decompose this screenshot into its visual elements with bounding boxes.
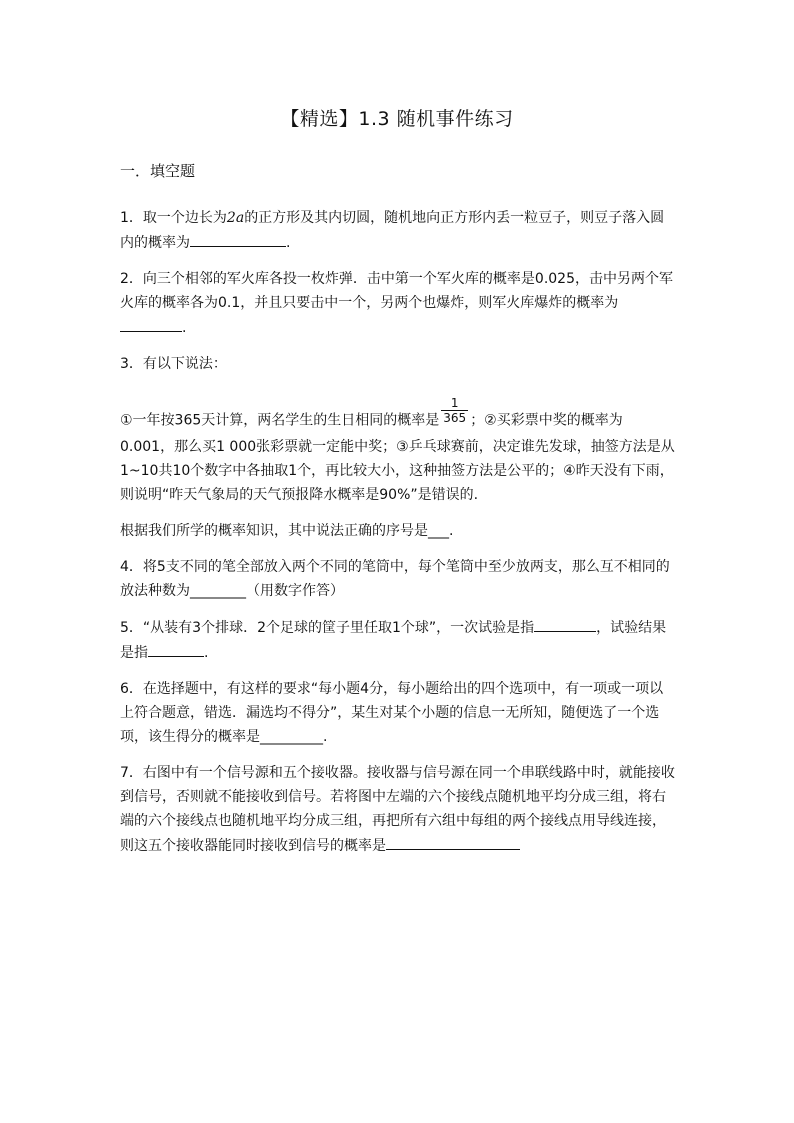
question-7 [120, 761, 676, 858]
question-1 [120, 206, 676, 255]
fraction-denominator: 365 [443, 411, 467, 425]
question-4: 4．将5支不同的笔全部放入两个不同的笔筒中，每个笔筒中至少放两支，那么互不相同的放法种数为________（用数字作答） [120, 559, 670, 599]
fraction [441, 396, 468, 425]
question-5-end: . [204, 645, 209, 661]
question-list [120, 206, 676, 870]
answer-blank[interactable] [534, 615, 596, 632]
question-2 [120, 267, 676, 340]
question-5-pre: 5．“从装有3个排球．2个足球的筐子里任取1个球”，一次试验是指 [120, 620, 535, 636]
question-3-intro: 3．有以下说法： [120, 356, 227, 372]
question-5-mid: ，试验结果是指 [120, 620, 667, 661]
section-heading: 一．填空题 [120, 162, 196, 180]
question-2-text: 2．向三个相邻的军火库各投一枚炸弹．击中第一个军火库的概率是0.025，击中另两个军火库的概率各为0.1，并且只要击中一个，另两个也爆炸，则军火库爆炸的概率为 [120, 271, 673, 311]
question-3-part1: ①一年按365天计算，两名学生的生日相同的概率是 [120, 412, 440, 429]
question-7-text: 7．右图中有一个信号源和五个接收器。接收器与信号源在同一个串联线路中时，就能接收到信号，否则就不能接收到信号。若将图中左端的六个接线点随机地平均分成三组，将右端的六个接线点也随机地平均分成三组，再把所有六组中每组的两个接线点用导线连接，则这五个接收器能同时接收到信号的概率是 [120, 765, 675, 854]
question-1-end: . [286, 235, 291, 251]
question-3-statements [120, 396, 676, 507]
page-title: 【精选】1.3 随机事件练习 [280, 108, 514, 130]
answer-blank[interactable] [120, 315, 182, 332]
answer-blank[interactable] [148, 640, 204, 657]
question-5 [120, 615, 676, 665]
answer-blank[interactable] [386, 833, 520, 850]
question-1-text-pre: 1．取一个边长为 [120, 210, 227, 226]
question-6: 6．在选择题中，有这样的要求“每小题4分，每小题给出的四个选项中，有一项或一项以上符合题意，错选．漏选均不得分”，某生对某个小题的信息一无所知，随便选了一个选项，该生得分的概率是_________. [120, 681, 664, 745]
answer-blank[interactable] [190, 230, 286, 247]
question-3-part2: ；②买彩票中奖的概率为 0.001，那么买1 000张彩票就一定能中奖；③乒乓球赛前，决定谁先发球，抽签方法是从1~10共10个数字中各抽取1个，再比较大小，这种抽签方法是公平的；④昨天没有下雨，则说明“昨天气象局的天气预报降水概率是90%”是错误的. [120, 412, 675, 503]
question-1-variable: 2a [226, 210, 245, 226]
question-2-end: . [182, 320, 187, 336]
question-3-ask: 根据我们所学的概率知识，其中说法正确的序号是___. [120, 523, 454, 539]
question-1-text-post: 的正方形及其内切圆，随机地向正方形内丢一粒豆子，则豆子落入圆内的概率为 [120, 210, 665, 251]
fraction-numerator: 1 [441, 396, 468, 411]
